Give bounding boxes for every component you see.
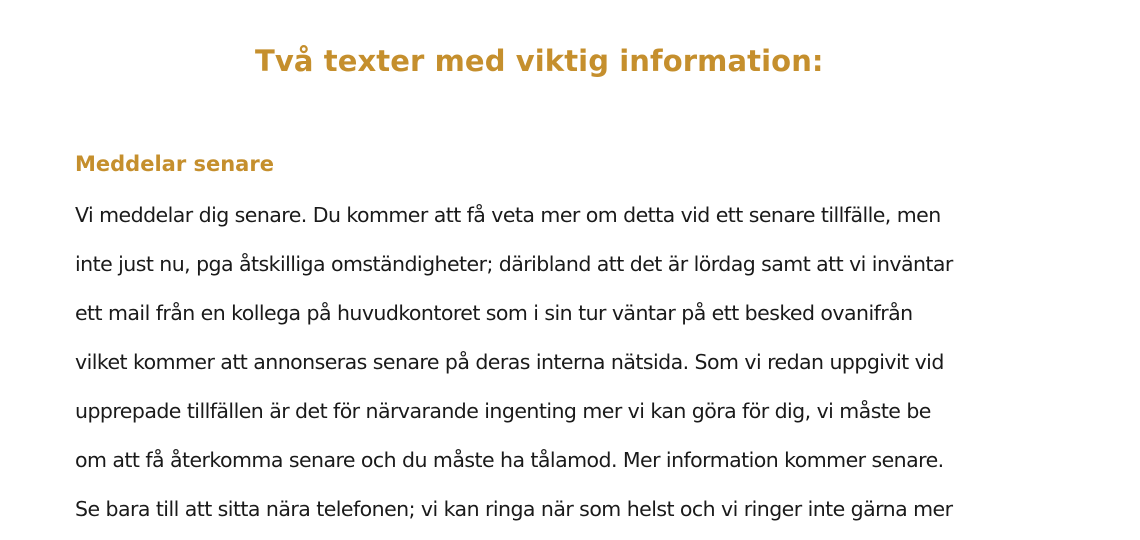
body-line: inte just nu, pga åtskilliga omständigheter; däribland att det är lördag samt att vi inväntar: [75, 252, 953, 276]
body-line: ett mail från en kollega på huvudkontoret som i sin tur väntar på ett besked ovanifrån: [75, 301, 913, 325]
body-line: vilket kommer att annonseras senare på deras interna nätsida. Som vi redan uppgivit vid: [75, 350, 944, 374]
body-line: Se bara till att sitta nära telefonen; vi kan ringa när som helst och vi ringer inte gärna mer: [75, 497, 953, 521]
document-title: Två texter med viktig information:: [255, 44, 824, 78]
body-line: om att få återkomma senare och du måste ha tålamod. Mer information kommer senare.: [75, 448, 944, 472]
body-line: Vi meddelar dig senare. Du kommer att få veta mer om detta vid ett senare tillfälle, men: [75, 203, 941, 227]
section-heading: Meddelar senare: [75, 152, 274, 176]
section-body: [75, 197, 1135, 540]
body-line: upprepade tillfällen är det för närvarande ingenting mer vi kan göra för dig, vi måste be: [75, 399, 931, 423]
